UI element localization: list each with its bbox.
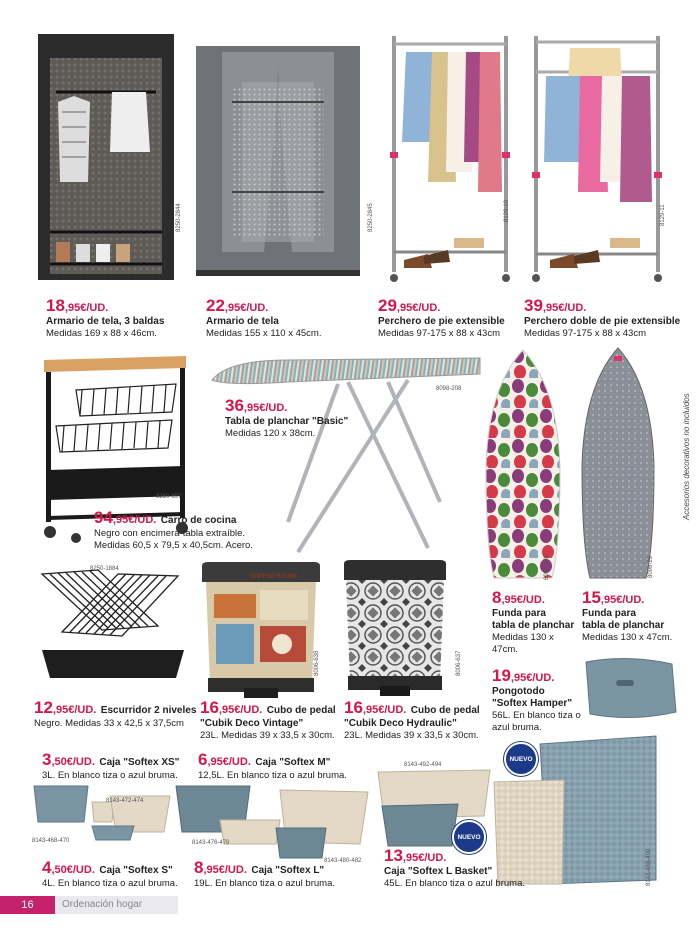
escurridor-image [38,566,188,684]
product-name: Caja "Softex L Basket" [384,866,493,877]
price: 6,95€/UD. Caja "Softex M" [198,750,331,769]
product-name: Caja "Softex XS" [99,757,180,768]
product-name: "Cubik Deco Hydraulic" [344,718,457,729]
product-name: Perchero doble de pie extensible [524,316,681,327]
price: 36,95€/UD. [225,396,288,415]
product-desc: Medidas 130 x 47cm. [582,632,673,643]
price: 16,95€/UD. Cubo de pedal [200,698,336,717]
product-code: 8006-637 [456,650,462,676]
product-code: 8143-492-494 [404,762,442,768]
price: 12,95€/UD. Escurridor 2 niveles [34,698,197,717]
price: 16,95€/UD. Cubo de pedal [344,698,480,717]
funda-hojas-image [482,348,564,582]
price: 8,95€/UD. [492,588,545,607]
product-name: Funda para [492,608,546,619]
product-pongotodo [492,666,592,734]
perchero-image [388,32,516,288]
product-desc: 12,5L. En blanco tiza o azul bruma. [198,770,347,781]
product-desc: 45L. En blanco tiza o azul bruma. [384,878,526,889]
product-escurridor [34,698,204,730]
price: 94,95€/UD. Carro de cocina [94,508,237,527]
product-desc: 23L. Medidas 39 x 33,5 x 30cm. [200,730,335,741]
product-funda-1 [492,588,582,656]
product-code: 8250-1884 [90,566,119,572]
cubo-vintage-image [198,560,324,700]
product-desc: 4L. En blanco tiza o azul bruma. [42,878,178,889]
cubo-hydraulic-image [340,558,450,700]
product-funda-2 [582,588,682,644]
product-desc: 19L. En blanco tiza o azul bruma. [194,878,336,889]
product-armario-tela [206,296,366,340]
product-name: tabla de planchar [582,620,665,631]
side-note: Accesorios decorativos no incluidos [682,393,691,520]
product-name: Perchero de pie extensible [378,316,505,327]
product-name: "Softex Hamper" [492,698,573,709]
product-desc: azul bruma. [492,722,542,733]
product-name: Cubo de pedal [266,705,336,716]
product-name: Cubo de pedal [410,705,480,716]
product-desc: Negro con encimera-tabla extraíble. [94,528,246,539]
product-name: Caja "Softex M" [255,757,331,768]
product-name: Armario de tela [206,316,279,327]
perchero-doble-image [530,32,668,288]
product-code: 8098-149 [544,554,550,580]
funda-gris-image [578,346,658,582]
price: 15,95€/UD. [582,588,645,607]
product-name: Armario de tela, 3 baldas [46,316,165,327]
product-code: 8006-638 [314,650,320,676]
section-title: Ordenación hogar [62,899,143,910]
page-footer [0,896,700,939]
cajas-m-l-image [172,780,372,860]
product-caja-s [42,858,212,890]
product-code: 8143-476-478 [192,840,230,846]
product-armario-3-baldas [46,296,196,340]
product-desc: Negro. Medidas 33 x 42,5 x 37,5cm [34,718,184,729]
product-desc: Medidas 97-175 x 88 x 43cm [378,328,500,339]
price: 3,50€/UD. Caja "Softex XS" [42,750,180,769]
badge-nuevo: NUEVO [452,820,486,854]
product-carro-cocina [94,508,294,552]
product-name: Tabla de planchar "Basic" [225,416,349,427]
product-caja-l [194,858,374,890]
armario-tela-image [192,42,364,282]
price: 13,95€/UD. [384,846,447,865]
price: 39,95€/UD. [524,296,587,315]
product-caja-xs [42,750,212,782]
product-desc: 56L. En blanco tiza o [492,710,581,721]
product-code: 8250-697 [156,494,182,500]
product-desc: Medidas 120 x 38cm. [225,428,316,439]
product-tabla-planchar [225,396,385,440]
product-desc: Medidas 169 x 88 x 46cm. [46,328,157,339]
product-code: 8129-11 [660,204,666,226]
product-perchero [378,296,528,340]
armario-3-baldas-image [36,32,176,282]
product-desc: Medidas 97-175 x 88 x 43cm [524,328,646,339]
product-desc: Medidas 60,5 x 79,5 x 40,5cm. Acero. [94,540,253,551]
product-desc: Medidas 155 x 110 x 45cm. [206,328,322,339]
product-perchero-doble [524,296,684,340]
product-desc: Medidas 130 x 47cm. [492,632,554,655]
badge-nuevo: NUEVO [504,742,538,776]
price: 18,95€/UD. [46,296,109,315]
price: 29,95€/UD. [378,296,441,315]
page-number: 16 [0,896,55,914]
product-code: 8250-2844 [176,203,182,232]
price: 19,95€/UD. [492,666,555,685]
product-code: 8143-468-470 [32,838,70,844]
product-code: 8143-480-482 [324,858,362,864]
product-name: Caja "Softex L" [251,865,325,876]
product-name: tabla de planchar [492,620,575,631]
price: 8,95€/UD. Caja "Softex L" [194,858,325,877]
product-cubo-hydraulic [344,698,484,742]
product-name: Escurridor 2 niveles [100,705,197,716]
product-name: "Cubik Deco Vintage" [200,718,304,729]
product-code: 8250-2845 [368,203,374,232]
cajas-xs-s-image [30,782,176,842]
price: 22,95€/UD. [206,296,269,315]
product-code: 8098-29 [648,555,654,578]
product-desc: 3L. En blanco tiza o azul bruma. [42,770,178,781]
product-name: Pongotodo [492,686,545,697]
product-caja-m [198,750,368,782]
price: 4,50€/UD. Caja "Softex S" [42,858,173,877]
product-name: Carro de cocina [160,515,237,526]
product-name: Funda para [582,608,636,619]
product-cubo-vintage [200,698,340,742]
product-caja-l-basket [384,846,564,890]
product-code: 8143-488-490 [646,848,652,886]
product-name: Caja "Softex S" [99,865,173,876]
vintage-label: COFFEE HOUSE [250,574,298,580]
product-code: 8129-10 [504,199,510,222]
product-desc: 23L. Medidas 39 x 33,5 x 30cm. [344,730,479,741]
product-code: 8143-472-474 [106,798,144,804]
product-code: 8098-208 [436,386,462,392]
